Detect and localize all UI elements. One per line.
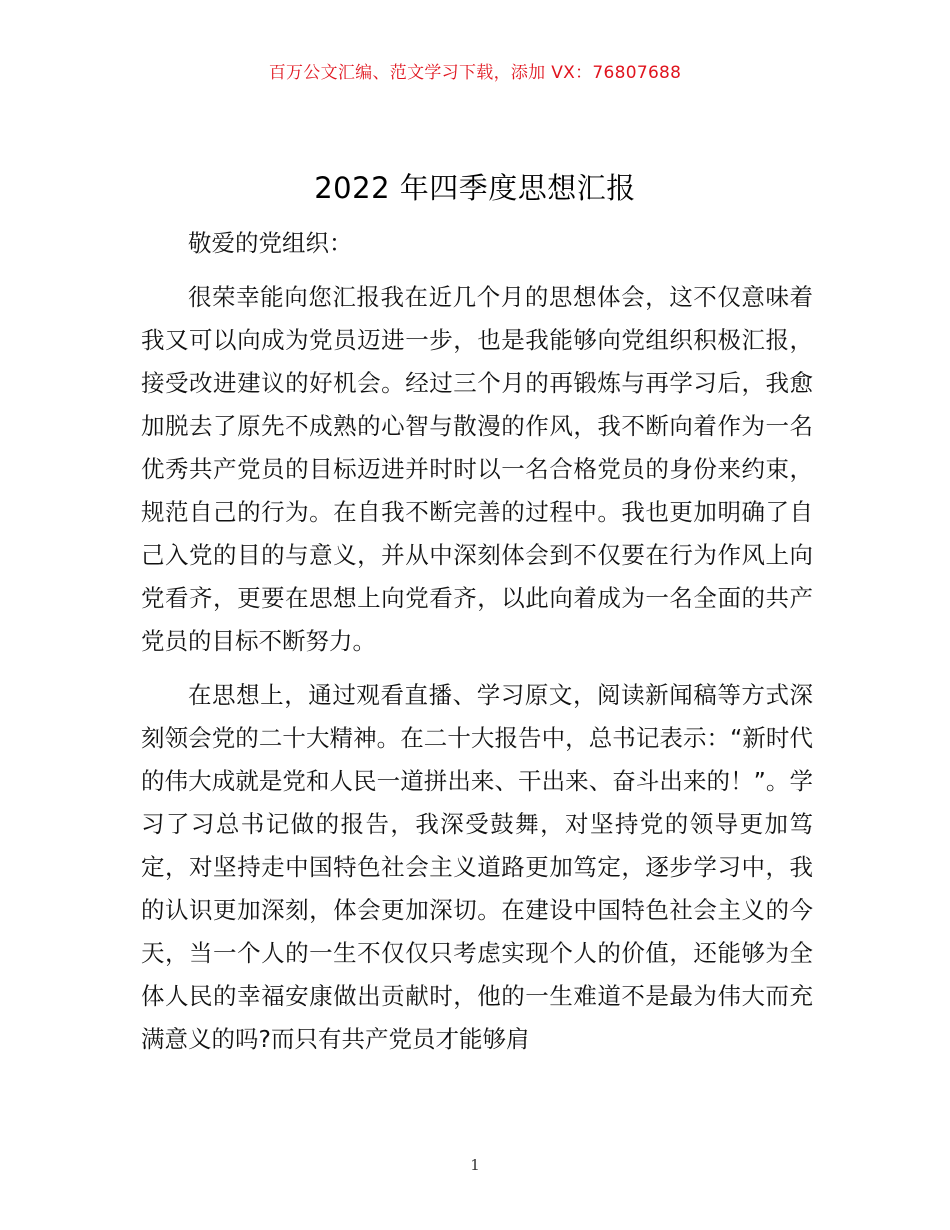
document-body xyxy=(141,222,813,1072)
page-number: 1 xyxy=(470,1156,480,1174)
paragraph-1: 很荣幸能向您汇报我在近几个月的思想体会，这不仅意味着我又可以向成为党员迈进一步，也是我能够向党组织积极汇报，接受改进建议的好机会。经过三个月的再锻炼与再学习后，我愈加脱去了原先不成熟的心智与散漫的作风，我不断向着作为一名优秀共产党员的目标迈进并时时以一名合格党员的身份来约束，规范自己的行为。在自我不断完善的过程中。我也更加明确了自己入党的目的与意义，并从中深刻体会到不仅要在行为作风上向党看齐，更要在思想上向党看齐，以此向着成为一名全面的共产党员的目标不断努力。 xyxy=(141,283,813,655)
watermark-header: 百万公文汇编、范文学习下载，添加 VX：76807688 xyxy=(268,63,682,83)
document-title: 2022 年四季度思想汇报 xyxy=(314,171,636,205)
salutation: 敬爱的党组织： xyxy=(188,229,353,257)
paragraph-2: 在思想上，通过观看直播、学习原文，阅读新闻稿等方式深刻领会党的二十大精神。在二十大报告中，总书记表示：“新时代的伟大成就是党和人民一道拼出来、干出来、奋斗出来的！”。学习了习总书记做的报告，我深受鼓舞，对坚持党的领导更加笃定，对坚持走中国特色社会主义道路更加笃定，逐步学习中，我的认识更加深刻，体会更加深切。在建设中国特色社会主义的今天，当一个人的一生不仅仅只考虑实现个人的价值，还能够为全体人民的幸福安康做出贡献时，他的一生难道不是最为伟大而充满意义的吗?而只有共产党员才能够肩 xyxy=(141,681,813,1053)
